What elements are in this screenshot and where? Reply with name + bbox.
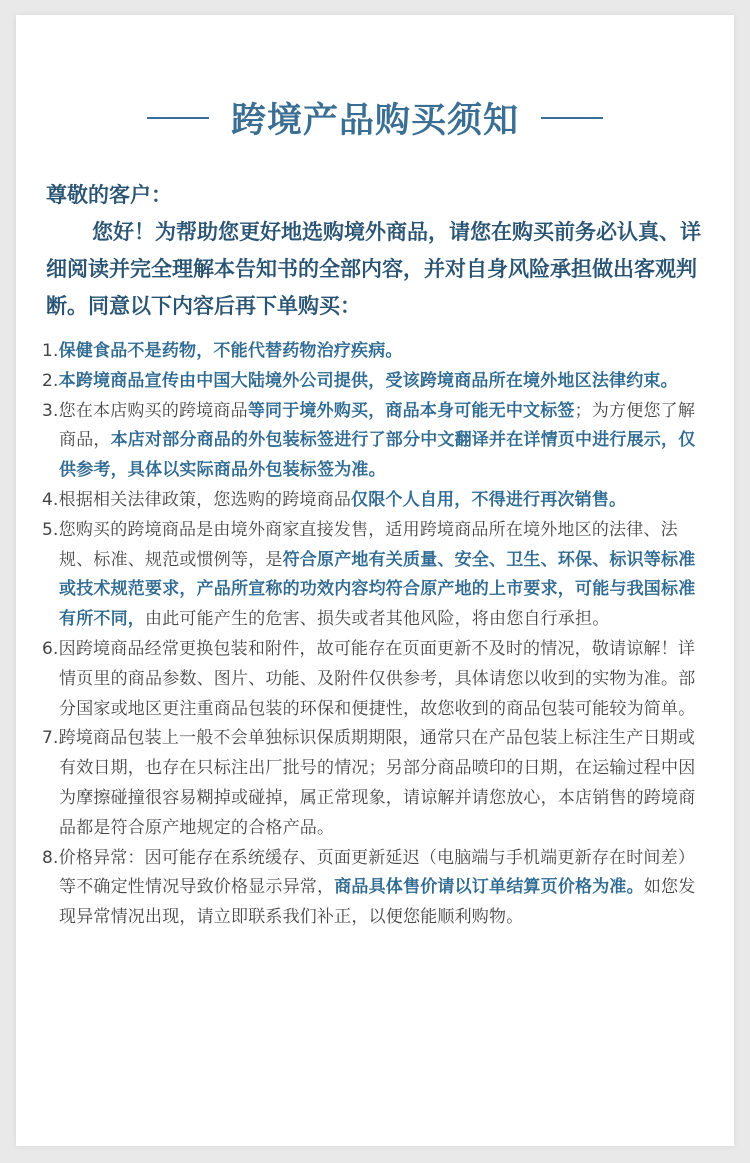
item-highlight: 仅限个人自用，不得进行再次销售。 <box>351 489 627 510</box>
item-text: 3.您在本店购买的跨境商品 <box>42 400 248 421</box>
intro-body: 您好！为帮助您更好地选购境外商品，请您在购买前务必认真、详细阅读并完全理解本告知书的全部内容，并对自身风险承担做出客观判断。同意以下内容后再下单购买： <box>46 220 701 318</box>
item-text: 7.跨境商品包装上一般不会单独标识保质期期限，通常只在产品包装上标注生产日期或有效日期，也存在只标注出厂批号的情况；另部分商品喷印的日期，在运输过程中因为摩擦碰撞很容易糊掉或碰掉，属正常现象，请谅解并请您放心，本店销售的跨境商品都是符合原产地规定的合格产品。 <box>42 728 696 838</box>
item-text: 如您发现异常情况出现，请立即联系我们补正，以便您能顺利购物。 <box>59 877 696 928</box>
item-highlight: 本店对部分商品的外包装标签进行了部分中文翻译并在详情页中进行展示，仅供参考，具体以实际商品外包装标签为准。 <box>59 430 696 481</box>
notice-item-2 <box>42 367 710 397</box>
title-right-divider <box>541 117 603 119</box>
item-highlight: 符合原产地有关质量、安全、卫生、环保、标识等标准或技术规范要求，产品所宣称的功效内容均符合原产地的上市要求，可能与我国标准有所不同， <box>59 549 696 630</box>
item-highlight: 保健食品不是药物，不能代替药物治疗疾病。 <box>58 341 403 361</box>
page-title: 跨境产品购买须知 <box>230 101 519 141</box>
notice-item-6 <box>42 635 710 724</box>
item-text: 5.您购买的跨境商品是由境外商家直接发售，适用跨境商品所在境外地区的法律、法规、标准、规范或惯例等，是 <box>42 519 678 570</box>
title-row <box>16 93 734 143</box>
item-highlight: 本跨境商品宣传由中国大陆境外公司提供，受该跨境商品所在境外地区法律约束。 <box>58 370 678 391</box>
notice-item-3 <box>42 397 710 486</box>
item-text: 1. <box>42 341 59 361</box>
item-text: ；为方便您了解商品， <box>59 400 696 451</box>
item-text: 4.根据相关法律政策，您选购的跨境商品 <box>42 489 352 510</box>
greeting: 尊敬的客户： <box>46 183 172 207</box>
item-text: 由此可能产生的危害、损失或者其他风险，将由您自行承担。 <box>145 609 610 630</box>
title-left-divider <box>147 117 209 119</box>
item-highlight: 等同于境外购买，商品本身可能无中文标签 <box>247 400 575 421</box>
notice-item-5 <box>42 516 710 635</box>
item-text: 2. <box>42 370 59 391</box>
notice-card <box>16 15 734 1146</box>
item-text: 8.价格异常：因可能存在系统缓存、页面更新延迟（电脑端与手机端更新存在时间差）等不确定性情况导致价格显示异常， <box>42 847 696 898</box>
item-text: 6.因跨境商品经常更换包装和附件，故可能存在页面更新不及时的情况，敬请谅解！详情页里的商品参数、图片、功能、及附件仅供参考，具体请您以收到的实物为准。部分国家或地区更注重商品包装的环保和便捷性，故您收到的商品包装可能较为简单。 <box>42 638 696 719</box>
notice-list <box>42 337 710 933</box>
item-highlight: 商品具体售价请以订单结算页价格为准。 <box>334 877 644 898</box>
notice-item-4 <box>42 486 710 516</box>
notice-item-8 <box>42 844 710 933</box>
notice-item-1 <box>42 337 710 367</box>
intro-paragraph <box>46 177 710 325</box>
notice-item-7 <box>42 724 710 843</box>
